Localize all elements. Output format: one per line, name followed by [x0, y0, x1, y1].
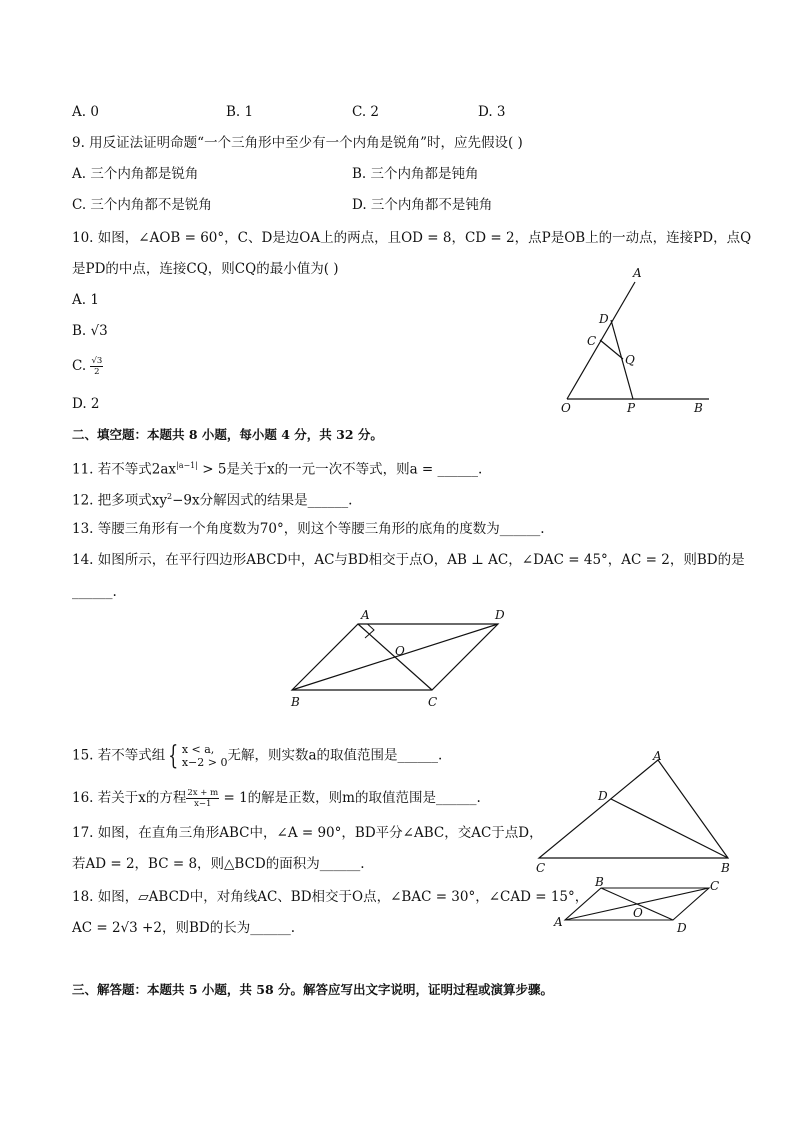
q11-pre: 11. 若不等式2ax — [72, 461, 177, 478]
q10-label-c: C — [587, 334, 597, 348]
q18-label-c: C — [710, 879, 720, 893]
q17-figure — [530, 748, 740, 876]
q18-figure — [551, 874, 731, 938]
q17-stem-line1: 17. 如图，在直角三角形ABC中，∠A = 90°，BD平分∠ABC，交AC于点D， — [72, 825, 543, 841]
q9-option-b: B. 三个内角都是钝角 — [352, 166, 479, 182]
q10-option-c-fraction — [90, 356, 103, 377]
q16-pre: 16. 若关于x的方程 — [72, 790, 187, 806]
q14-figure — [288, 604, 516, 710]
q8-option-a: A. 0 — [72, 104, 99, 120]
q8-option-c: C. 2 — [352, 104, 380, 120]
q17-stem-line2: 若AD = 2，BC = 8，则△BCD的面积为______. — [72, 856, 365, 872]
q17-label-a: A — [653, 749, 662, 763]
q10-label-d: D — [599, 312, 609, 326]
q10-label-o: O — [561, 401, 571, 414]
q17-label-d: D — [598, 789, 608, 803]
q15-system — [182, 743, 228, 769]
q10-label-q: Q — [625, 353, 635, 367]
q14-stem-line1: 14. 如图所示，在平行四边形ABCD中，AC与BD相交于点O，AB ⊥ AC，∠DAC = 45°，AC = 2，则BD的是 — [72, 552, 745, 568]
q12 — [72, 487, 352, 511]
q18-label-o: O — [633, 906, 643, 920]
q16-numerator: 2x + m — [187, 788, 219, 798]
q11-exponent: |a−1| — [176, 461, 198, 470]
q15-pre: 15. 若不等式组 — [72, 747, 166, 764]
q10-option-b-value: √3 — [90, 323, 108, 339]
q11-post: > 5是关于x的一元一次不等式，则a = ______. — [197, 461, 483, 478]
q10-option-c-prefix: C. — [72, 358, 91, 374]
q10-option-a: A. 1 — [72, 292, 99, 308]
q18-label-d: D — [677, 921, 687, 935]
q15 — [72, 743, 442, 769]
q10-option-b-prefix: B. — [72, 323, 91, 339]
q14-label-b: B — [291, 695, 300, 709]
q14-label-c: C — [428, 695, 438, 709]
q9-stem: 9. 用反证法证明命题“一个三角形中至少有一个内角是锐角”时，应先假设( ) — [72, 135, 523, 151]
q8-option-d: D. 3 — [478, 104, 506, 120]
q15-brace: { — [168, 741, 179, 771]
q9-option-c: C. 三个内角都不是锐角 — [72, 197, 212, 213]
q16-denominator: x−1 — [194, 799, 212, 809]
q18-label-b: B — [595, 875, 604, 889]
q16-fraction — [186, 788, 219, 809]
q12-pre: 12. 把多项式xy — [72, 492, 168, 509]
q10-option-c-denominator: 2 — [94, 367, 100, 377]
q16 — [72, 788, 481, 809]
section-3-heading: 三、解答题：本题共 5 小题，共 58 分。解答应写出文字说明，证明过程或演算步骤。 — [72, 982, 554, 997]
q14-label-o: O — [395, 644, 405, 658]
q18-stem-line1: 18. 如图，▱ABCD中，对角线AC、BD相交于O点，∠BAC = 30°，∠CAD = 15°， — [72, 889, 589, 905]
q13: 13. 等腰三角形有一个角度数为70°，则这个等腰三角形的底角的度数为______. — [72, 521, 545, 537]
q10-figure — [555, 262, 715, 414]
q10-option-b — [72, 321, 108, 341]
q16-post: = 1的解是正数，则m的取值范围是______. — [219, 790, 481, 806]
q10-label-b: B — [694, 401, 703, 414]
q14-stem-line2: ______. — [72, 584, 117, 600]
q14-label-d: D — [495, 608, 505, 622]
q10-stem-line1: 10. 如图，∠AOB = 60°，C、D是边OA上的两点，且OD = 8，CD = 2，点P是OB上的一动点，连接PD，点Q — [72, 230, 752, 246]
q11 — [72, 456, 482, 480]
q17-label-c: C — [536, 861, 546, 875]
q10-option-c-numerator: √3 — [91, 356, 103, 366]
q12-exponent: 2 — [167, 492, 173, 501]
q15-row-2: x−2 > 0 — [181, 756, 228, 769]
q8-option-b: B. 1 — [226, 104, 254, 120]
q15-post: 无解，则实数a的取值范围是______. — [227, 747, 443, 764]
q17-label-b: B — [721, 861, 730, 875]
section-2-heading: 二、填空题：本题共 8 小题，每小题 4 分，共 32 分。 — [72, 427, 383, 442]
q9-option-a: A. 三个内角都是锐角 — [72, 166, 199, 182]
q12-post: −9x分解因式的结果是______. — [172, 492, 353, 509]
q18-label-a: A — [554, 915, 563, 929]
q18-stem-line2: AC = 2√3 +2，则BD的长为______. — [72, 920, 295, 936]
q10-label-a: A — [633, 266, 642, 280]
q15-row-1: x < a, — [181, 743, 215, 756]
q10-option-d: D. 2 — [72, 396, 100, 412]
q10-stem-line2: 是PD的中点，连接CQ，则CQ的最小值为( ) — [72, 261, 339, 277]
q10-option-c — [72, 356, 103, 377]
q10-label-p: P — [627, 401, 636, 414]
q9-option-d: D. 三个内角都不是钝角 — [352, 197, 493, 213]
q14-label-a: A — [361, 608, 370, 622]
